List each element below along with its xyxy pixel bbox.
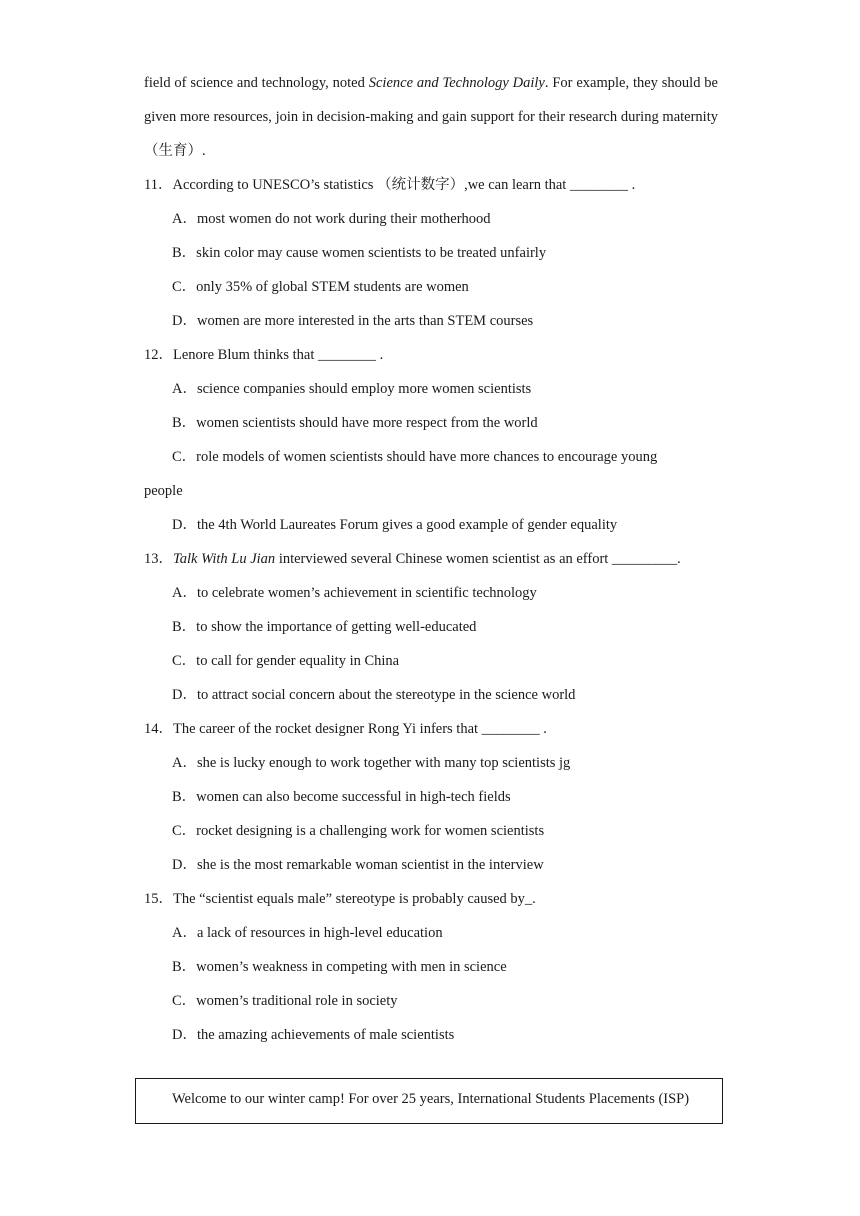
question-stem: The “scientist equals male” stereotype is probably caused by_. bbox=[173, 891, 536, 907]
question-14: 14．The career of the rocket designer Rong Yi infers that ________ . bbox=[144, 721, 547, 737]
option-14d[interactable]: D．she is the most remarkable woman scientist in the interview bbox=[172, 857, 544, 873]
next-passage-box bbox=[135, 1078, 723, 1124]
option-12b[interactable]: B．women scientists should have more respect from the world bbox=[172, 415, 538, 431]
newspaper-title: Science and Technology Daily bbox=[368, 75, 545, 91]
question-stem: interviewed several Chinese women scientist as an effort _________. bbox=[275, 551, 681, 567]
option-13d[interactable]: D．to attract social concern about the stereotype in the science world bbox=[172, 687, 576, 703]
option-11c[interactable]: C．only 35% of global STEM students are women bbox=[172, 279, 469, 295]
option-12c-continued: people bbox=[144, 483, 183, 499]
passage-text: field of science and technology, noted bbox=[144, 75, 369, 91]
next-passage-text: Welcome to our winter camp! For over 25 years, International Students Placements (ISP) bbox=[172, 1091, 690, 1107]
option-12d[interactable]: D．the 4th World Laureates Forum gives a good example of gender equality bbox=[172, 517, 618, 533]
option-15c[interactable]: C．women’s traditional role in society bbox=[172, 993, 398, 1009]
option-13c[interactable]: C．to call for gender equality in China bbox=[172, 653, 400, 669]
option-15b[interactable]: B．women’s weakness in competing with men in science bbox=[172, 959, 507, 975]
option-13b[interactable]: B．to show the importance of getting well-educated bbox=[172, 619, 477, 635]
question-stem: Lenore Blum thinks that ________ . bbox=[173, 347, 384, 363]
exam-page bbox=[144, 66, 718, 1052]
passage-text: . For example, they should be given more resources, join in decision-making and gain support for their research during maternity（生育）. bbox=[144, 75, 718, 159]
option-12a[interactable]: A．science companies should employ more women scientists bbox=[172, 381, 532, 397]
option-13a[interactable]: A．to celebrate women’s achievement in scientific technology bbox=[172, 585, 537, 601]
question-15: 15．The “scientist equals male” stereotype is probably caused by_. bbox=[144, 891, 536, 907]
option-11a[interactable]: A．most women do not work during their motherhood bbox=[172, 211, 491, 227]
option-14a[interactable]: A．she is lucky enough to work together with many top scientists jg bbox=[172, 755, 571, 771]
program-title: Talk With Lu Jian bbox=[173, 551, 276, 567]
option-15d[interactable]: D．the amazing achievements of male scientists bbox=[172, 1027, 455, 1043]
option-12c[interactable]: C．role models of women scientists should have more chances to encourage young bbox=[172, 449, 658, 465]
question-13: 13．Talk With Lu Jian interviewed several Chinese women scientist as an effort _________. bbox=[144, 551, 681, 567]
option-11d[interactable]: D．women are more interested in the arts than STEM courses bbox=[172, 313, 534, 329]
question-12: 12．Lenore Blum thinks that ________ . bbox=[144, 347, 384, 363]
option-14c[interactable]: C．rocket designing is a challenging work for women scientists bbox=[172, 823, 545, 839]
question-11: 11．According to UNESCO’s statistics （统计数字）,we can learn that ________ . bbox=[144, 177, 636, 193]
passage-tail-paragraph bbox=[144, 66, 718, 168]
question-stem: The career of the rocket designer Rong Yi infers that ________ . bbox=[173, 721, 547, 737]
option-14b[interactable]: B．women can also become successful in high-tech fields bbox=[172, 789, 511, 805]
question-stem: According to UNESCO’s statistics （统计数字）,we can learn that ________ . bbox=[172, 177, 636, 193]
option-15a[interactable]: A．a lack of resources in high-level education bbox=[172, 925, 443, 941]
option-11b[interactable]: B．skin color may cause women scientists to be treated unfairly bbox=[172, 245, 547, 261]
